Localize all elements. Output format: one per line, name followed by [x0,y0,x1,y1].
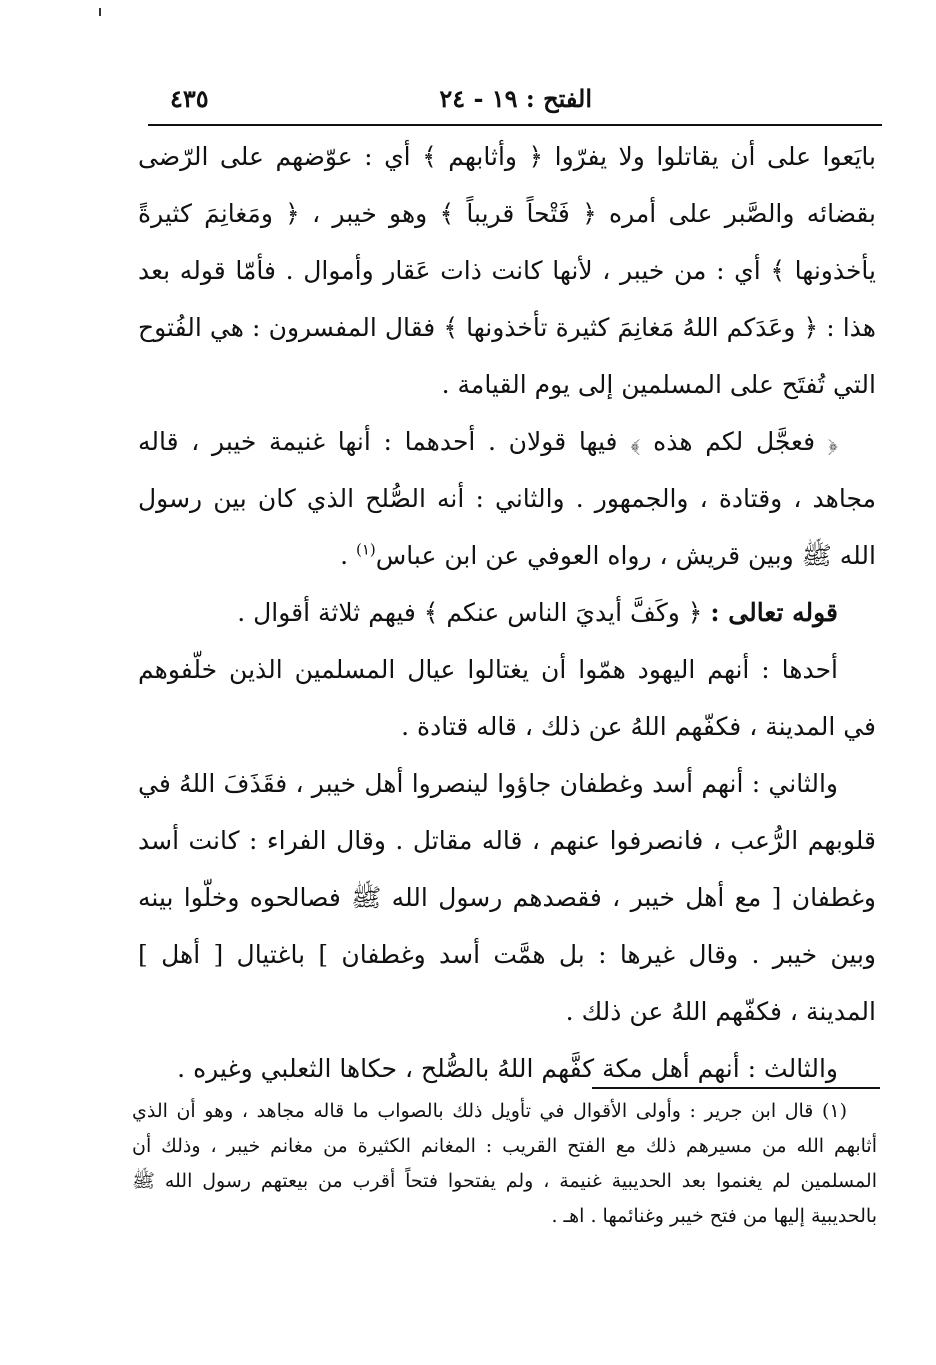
header-rule [148,124,882,126]
paragraph-hasten-tail: . [340,541,356,570]
footnotes [132,1094,877,1234]
verse-heading-text: ﴿ وكَفَّ أيديَ الناس عنكم ﴾ فيهم ثلاثة أقوال . [237,598,711,627]
paragraph-opinion-2: والثاني : أنهم أسد وغطفان جاؤوا لينصروا أهل خيبر ، فقَذَفَ اللهُ في قلوبهم الرُّعب ، فانصرفوا عنهم ، قاله مقاتل . وقال الفراء : كانت أسد وغطفان [ مع أهل خيبر ، فقصدهم رسول الله ﷺ فصالحوه وخلّوا بينه وبين خيبر . وقال غيرها : بل همَّت أسد وغطفان ] باغتيال [ أهل ] المدينة ، فكفّهم اللهُ عن ذلك . [138,769,876,1026]
running-title: الفتح : ١٩ - ٢٤ [439,84,592,113]
main-text [138,128,876,1097]
paragraph-continuation: بايَعوا على أن يقاتلوا ولا يفرّوا ﴿ وأثابهم ﴾ أي : عوّضهم على الرّضى بقضائه والصَّبر على أمره ﴿ فَتْحاً قريباً ﴾ وهو خيبر ، ﴿ ومَغانِمَ كثيرةً يأخذونها ﴾ أي : من خيبر ، لأنها كانت ذات عَقار وأموال . فأمّا قوله بعد هذا : ﴿ وعَدَكم اللهُ مَغانِمَ كثيرة تأخذونها ﴾ فقال المفسرون : هي الفُتوح التي تُفتَح على المسلمين إلى يوم القيامة . [138,142,876,399]
paragraph-hasten-text: ﴿ فعجَّل لكم هذه ﴾ فيها قولان . أحدهما : أنها غنيمة خيبر ، قاله مجاهد ، وقتادة ، والجمهور . والثاني : أنه الصُّلح الذي كان بين رسول الله ﷺ وبين قريش ، رواه العوفي عن ابن عباس [138,427,876,570]
paragraph-opinion-1: أحدها : أنهم اليهود همّوا أن يغتالوا عيال المسلمين الذين خلّفوهم في المدينة ، فكفّهم اللهُ عن ذلك ، قاله قتادة . [138,655,876,741]
page-header [148,82,880,122]
page-number: ٤٣٥ [170,84,209,113]
footnote-ref-1[interactable]: (١) [356,540,376,559]
scan-mark [99,8,101,16]
verse-label: قوله تعالى : [710,598,838,627]
footnote-rule [592,1087,880,1089]
paragraph-verse-heading [138,584,876,641]
footnote-1: (١) قال ابن جرير : وأولى الأقوال في تأويل ذلك بالصواب ما قاله مجاهد ، وهو أن الذي أثابهم الله من مسيرهم ذلك مع الفتح القريب : المغانم الكثيرة من مغانم خيبر ، وذلك أن المسلمين لم يغنموا بعد الحديبية غنيمة ، ولم يفتحوا فتحاً أقرب من بيعتهم رسول الله ﷺ بالحديبية إليها من فتح خيبر وغنائمها . اهـ . [132,1100,877,1227]
paragraph-hasten [138,413,876,584]
paragraph-opinion-3: والثالث : أنهم أهل مكة كفَّهم اللهُ بالصُّلح ، حكاها الثعلبي وغيره . [177,1054,838,1083]
